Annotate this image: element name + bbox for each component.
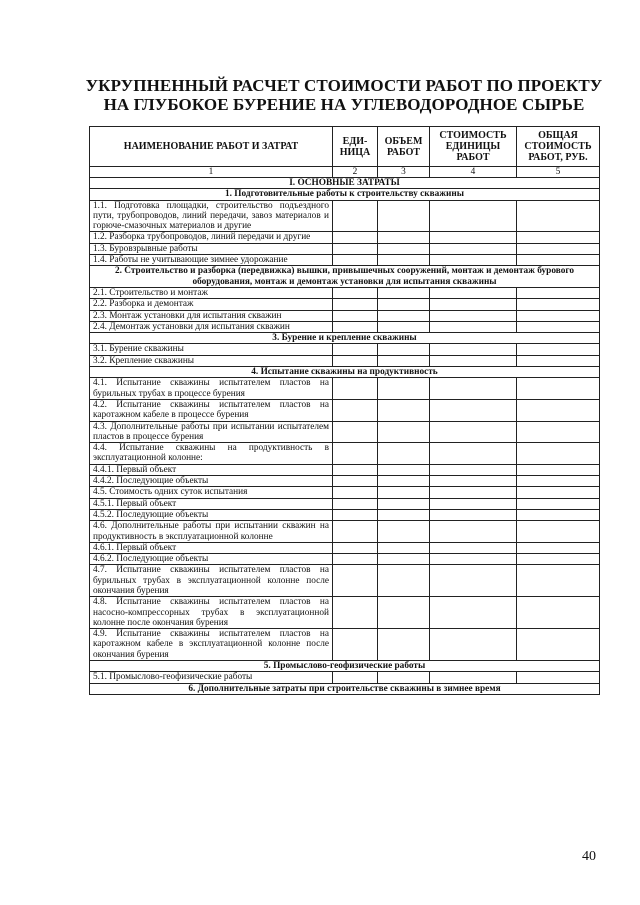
table-row	[90, 355, 600, 366]
table-row	[90, 487, 600, 498]
column-number: 4	[430, 167, 517, 178]
page-number: 40	[582, 849, 596, 864]
work-item-name: 2.2. Разборка и демонтаж	[90, 299, 333, 310]
empty-value-cell	[378, 200, 430, 232]
column-number-row	[90, 167, 600, 178]
empty-value-cell	[378, 565, 430, 597]
section-title: 2. Строительство и разборка (передвижка) вышки, привышечных сооружений, монтаж и демонтаж бурового оборудования, монтаж и демонтаж установки для испытания скважины	[90, 266, 600, 288]
empty-value-cell	[517, 355, 600, 366]
empty-value-cell	[430, 509, 517, 520]
work-item-name: 4.9. Испытание скважины испытателем пластов на каротажном кабеле в эксплуатационной колонне после окончания бурения	[90, 629, 333, 661]
table-row	[90, 399, 600, 421]
empty-value-cell	[517, 421, 600, 443]
empty-value-cell	[517, 243, 600, 254]
empty-value-cell	[430, 200, 517, 232]
empty-value-cell	[333, 243, 378, 254]
empty-value-cell	[378, 378, 430, 400]
empty-value-cell	[430, 310, 517, 321]
work-item-name: 4.4. Испытание скважины на продуктивность в эксплуатационной колонне:	[90, 443, 333, 465]
empty-value-cell	[430, 344, 517, 355]
empty-value-cell	[333, 355, 378, 366]
section-row	[90, 367, 600, 378]
empty-value-cell	[378, 554, 430, 565]
table-row	[90, 255, 600, 266]
header-unit-cost: СТОИМОСТЬ ЕДИНИЦЫ РАБОТ	[430, 127, 517, 167]
table-row	[90, 344, 600, 355]
work-item-name: 4.1. Испытание скважины испытателем пластов на бурильных трубах в процессе бурения	[90, 378, 333, 400]
empty-value-cell	[430, 255, 517, 266]
section-title: 1. Подготовительные работы к строительству скважины	[90, 189, 600, 200]
title-line-2: НА ГЛУБОКОЕ БУРЕНИЕ НА УГЛЕВОДОРОДНОЕ СЫРЬЕ	[103, 95, 585, 114]
header-row	[90, 127, 600, 167]
empty-value-cell	[378, 399, 430, 421]
work-item-name: 4.6. Дополнительные работы при испытании скважин на продуктивность в эксплуатационной колонне	[90, 521, 333, 543]
section-title: I. ОСНОВНЫЕ ЗАТРАТЫ	[90, 178, 600, 189]
empty-value-cell	[517, 498, 600, 509]
table-row	[90, 443, 600, 465]
header-total-cost: ОБЩАЯ СТОИМОСТЬ РАБОТ, РУБ.	[517, 127, 600, 167]
empty-value-cell	[378, 243, 430, 254]
column-number: 2	[333, 167, 378, 178]
work-item-name: 3.2. Крепление скважины	[90, 355, 333, 366]
empty-value-cell	[333, 421, 378, 443]
empty-value-cell	[517, 629, 600, 661]
empty-value-cell	[333, 321, 378, 332]
empty-value-cell	[430, 521, 517, 543]
section-row	[90, 683, 600, 694]
empty-value-cell	[333, 629, 378, 661]
empty-value-cell	[378, 521, 430, 543]
table-row	[90, 476, 600, 487]
empty-value-cell	[378, 255, 430, 266]
empty-value-cell	[517, 554, 600, 565]
empty-value-cell	[430, 672, 517, 683]
empty-value-cell	[430, 232, 517, 243]
empty-value-cell	[517, 565, 600, 597]
work-item-name: 2.3. Монтаж установки для испытания скважин	[90, 310, 333, 321]
table-row	[90, 565, 600, 597]
empty-value-cell	[430, 421, 517, 443]
empty-value-cell	[517, 378, 600, 400]
document-title	[70, 76, 618, 114]
empty-value-cell	[333, 399, 378, 421]
work-item-name: 2.1. Строительство и монтаж	[90, 287, 333, 298]
empty-value-cell	[517, 321, 600, 332]
work-item-name: 4.2. Испытание скважины испытателем пластов на каротажном кабеле в процессе бурения	[90, 399, 333, 421]
work-item-name: 3.1. Бурение скважины	[90, 344, 333, 355]
empty-value-cell	[378, 443, 430, 465]
empty-value-cell	[378, 498, 430, 509]
empty-value-cell	[378, 542, 430, 553]
empty-value-cell	[378, 597, 430, 629]
empty-value-cell	[333, 344, 378, 355]
table-row	[90, 299, 600, 310]
empty-value-cell	[378, 355, 430, 366]
work-item-name: 5.1. Промыслово-геофизические работы	[90, 672, 333, 683]
empty-value-cell	[430, 378, 517, 400]
column-number: 1	[90, 167, 333, 178]
empty-value-cell	[430, 629, 517, 661]
empty-value-cell	[517, 200, 600, 232]
column-number: 3	[378, 167, 430, 178]
work-item-name: 4.5. Стоимость одних суток испытания	[90, 487, 333, 498]
empty-value-cell	[333, 554, 378, 565]
work-item-name: 4.4.1. Первый объект	[90, 464, 333, 475]
cost-estimate-table	[89, 126, 600, 695]
empty-value-cell	[517, 542, 600, 553]
empty-value-cell	[333, 672, 378, 683]
work-item-name: 1.3. Буровзрывные работы	[90, 243, 333, 254]
work-item-name: 4.3. Дополнительные работы при испытании испытателем пластов в процессе бурения	[90, 421, 333, 443]
table-row	[90, 521, 600, 543]
empty-value-cell	[430, 243, 517, 254]
table-row	[90, 287, 600, 298]
empty-value-cell	[333, 565, 378, 597]
empty-value-cell	[517, 487, 600, 498]
empty-value-cell	[430, 299, 517, 310]
table-row	[90, 464, 600, 475]
empty-value-cell	[430, 287, 517, 298]
empty-value-cell	[378, 509, 430, 520]
empty-value-cell	[517, 255, 600, 266]
work-item-name: 4.4.2. Последующие объекты	[90, 476, 333, 487]
empty-value-cell	[517, 310, 600, 321]
empty-value-cell	[517, 509, 600, 520]
empty-value-cell	[430, 487, 517, 498]
empty-value-cell	[517, 476, 600, 487]
empty-value-cell	[517, 232, 600, 243]
table-row	[90, 232, 600, 243]
empty-value-cell	[430, 542, 517, 553]
empty-value-cell	[333, 498, 378, 509]
empty-value-cell	[430, 399, 517, 421]
table-row	[90, 498, 600, 509]
table-row	[90, 554, 600, 565]
empty-value-cell	[333, 200, 378, 232]
empty-value-cell	[517, 521, 600, 543]
empty-value-cell	[333, 299, 378, 310]
work-item-name: 4.5.1. Первый объект	[90, 498, 333, 509]
section-title: 6. Дополнительные затраты при строительстве скважины в зимнее время	[90, 683, 600, 694]
empty-value-cell	[378, 232, 430, 243]
empty-value-cell	[430, 554, 517, 565]
empty-value-cell	[333, 476, 378, 487]
empty-value-cell	[378, 299, 430, 310]
title-line-1: УКРУПНЕННЫЙ РАСЧЕТ СТОИМОСТИ РАБОТ ПО ПРОЕКТУ	[85, 76, 603, 95]
table-row	[90, 378, 600, 400]
work-item-name: 4.8. Испытание скважины испытателем пластов на насосно-компрессорных трубах в эксплуатационной колонне после окончания бурения	[90, 597, 333, 629]
empty-value-cell	[333, 597, 378, 629]
table-row	[90, 421, 600, 443]
header-unit: ЕДИ- НИЦА	[333, 127, 378, 167]
section-row	[90, 189, 600, 200]
empty-value-cell	[333, 287, 378, 298]
empty-value-cell	[430, 443, 517, 465]
table-row	[90, 672, 600, 683]
empty-value-cell	[333, 509, 378, 520]
empty-value-cell	[430, 464, 517, 475]
work-item-name: 4.7. Испытание скважины испытателем пластов на бурильных трубах в эксплуатационной колонне после окончания бурения	[90, 565, 333, 597]
section-row	[90, 333, 600, 344]
empty-value-cell	[333, 487, 378, 498]
empty-value-cell	[378, 344, 430, 355]
work-item-name: 1.4. Работы не учитывающие зимнее удорожание	[90, 255, 333, 266]
table-row	[90, 310, 600, 321]
table-row	[90, 321, 600, 332]
table-row	[90, 597, 600, 629]
empty-value-cell	[378, 287, 430, 298]
empty-value-cell	[517, 344, 600, 355]
header-name: НАИМЕНОВАНИЕ РАБОТ И ЗАТРАТ	[90, 127, 333, 167]
table-row	[90, 629, 600, 661]
table-row	[90, 509, 600, 520]
work-item-name: 1.2. Разборка трубопроводов, линий передачи и другие	[90, 232, 333, 243]
section-row	[90, 178, 600, 189]
empty-value-cell	[333, 464, 378, 475]
empty-value-cell	[517, 443, 600, 465]
header-volume: ОБЪЕМ РАБОТ	[378, 127, 430, 167]
empty-value-cell	[333, 255, 378, 266]
empty-value-cell	[517, 464, 600, 475]
table-row	[90, 542, 600, 553]
empty-value-cell	[333, 310, 378, 321]
empty-value-cell	[333, 443, 378, 465]
empty-value-cell	[378, 476, 430, 487]
empty-value-cell	[430, 476, 517, 487]
table-row	[90, 243, 600, 254]
work-item-name: 4.6.1. Первый объект	[90, 542, 333, 553]
empty-value-cell	[378, 629, 430, 661]
empty-value-cell	[430, 355, 517, 366]
table-body	[90, 178, 600, 695]
empty-value-cell	[430, 498, 517, 509]
work-item-name: 4.5.2. Последующие объекты	[90, 509, 333, 520]
table-row	[90, 200, 600, 232]
empty-value-cell	[430, 565, 517, 597]
section-title: 4. Испытание скважины на продуктивность	[90, 367, 600, 378]
empty-value-cell	[517, 299, 600, 310]
empty-value-cell	[333, 232, 378, 243]
empty-value-cell	[378, 464, 430, 475]
empty-value-cell	[517, 287, 600, 298]
work-item-name: 2.4. Демонтаж установки для испытания скважин	[90, 321, 333, 332]
empty-value-cell	[378, 310, 430, 321]
empty-value-cell	[333, 542, 378, 553]
section-row	[90, 661, 600, 672]
empty-value-cell	[378, 487, 430, 498]
section-title: 3. Бурение и крепление скважины	[90, 333, 600, 344]
empty-value-cell	[430, 321, 517, 332]
empty-value-cell	[333, 521, 378, 543]
empty-value-cell	[378, 672, 430, 683]
empty-value-cell	[378, 421, 430, 443]
column-number: 5	[517, 167, 600, 178]
empty-value-cell	[517, 399, 600, 421]
empty-value-cell	[430, 597, 517, 629]
section-title: 5. Промыслово-геофизические работы	[90, 661, 600, 672]
empty-value-cell	[517, 672, 600, 683]
empty-value-cell	[517, 597, 600, 629]
empty-value-cell	[378, 321, 430, 332]
work-item-name: 4.6.2. Последующие объекты	[90, 554, 333, 565]
section-row	[90, 266, 600, 288]
work-item-name: 1.1. Подготовка площадки, строительство подъездного пути, трубопроводов, линий передачи, завоз материалов и горюче-смазочных материалов и другие	[90, 200, 333, 232]
empty-value-cell	[333, 378, 378, 400]
